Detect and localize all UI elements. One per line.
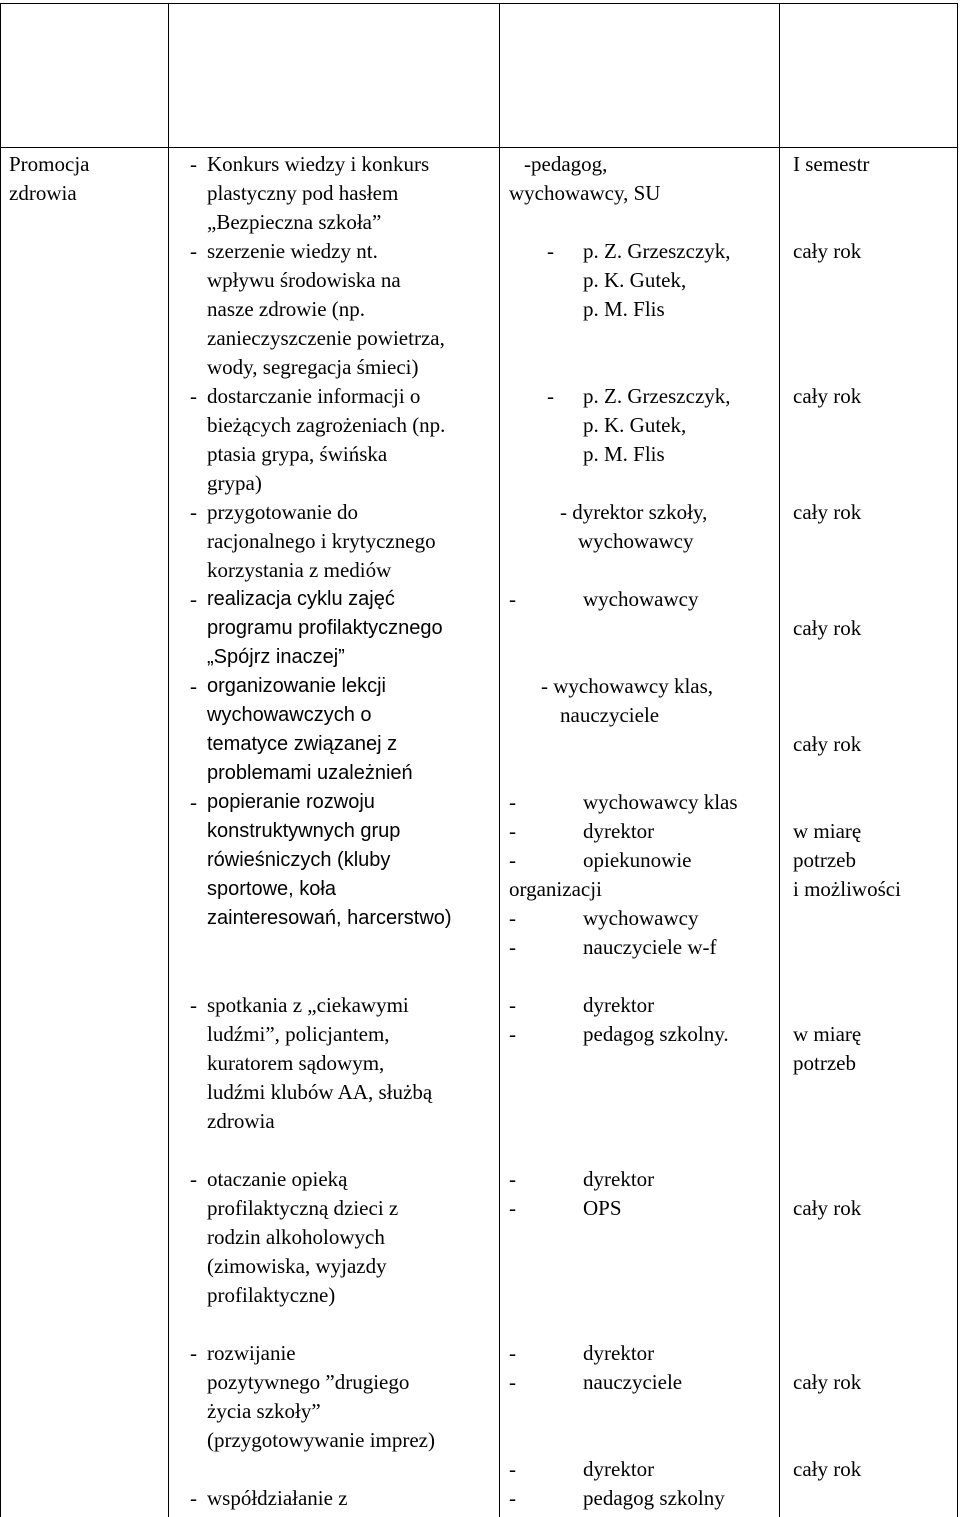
text-line: OPS (583, 1196, 622, 1220)
text-line: spotkania z „ciekawymi (207, 993, 409, 1017)
table-border-col2 (499, 3, 500, 1517)
text-line: ludźmi”, policjantem, (207, 1022, 390, 1046)
deadline-6: cały rok (793, 732, 862, 756)
bullet-dash: - (547, 239, 554, 263)
text-line: wody, segregacja śmieci) (207, 355, 419, 379)
deadline-10: cały rok (793, 1370, 862, 1394)
text-line: popieranie rozwoju (207, 791, 375, 813)
text-line: tematyce związanej z (207, 733, 398, 755)
text-line: wychowawcy (583, 906, 699, 930)
category-label-line1: Promocja (9, 152, 90, 176)
table-border-col1 (168, 3, 169, 1517)
bullet-dash: - (509, 1196, 516, 1220)
deadline-11: cały rok (793, 1457, 862, 1481)
text-line: „Spójrz inaczej” (207, 646, 345, 668)
bullet-dash: - (509, 1457, 516, 1481)
text-line: wychowawcy (578, 529, 694, 553)
bullet-dash: - (509, 906, 516, 930)
bullet-dash: - (190, 993, 197, 1017)
text-line: plastyczny pod hasłem (207, 181, 399, 205)
text-line: „Bezpieczna szkoła” (207, 210, 382, 234)
text-line: zainteresowań, harcerstwo) (207, 907, 452, 929)
text-line: (przygotowywanie imprez) (207, 1428, 435, 1452)
bullet-dash: - (190, 1486, 197, 1510)
text-line: nauczyciele w-f (583, 935, 717, 959)
text-line: pozytywnego ”drugiego (207, 1370, 410, 1394)
bullet-dash: - (190, 500, 197, 524)
text-line: konstruktywnych grup (207, 820, 401, 842)
text-line: grypa) (207, 471, 262, 495)
table-row-divider (0, 147, 958, 148)
text-line: sportowe, koła (207, 878, 336, 900)
table-border-top (0, 3, 958, 4)
text-line: nauczyciele (560, 703, 660, 727)
text-line: p. M. Flis (583, 442, 665, 466)
text-line: otaczanie opieką (207, 1167, 348, 1191)
deadline-1: I semestr (793, 152, 870, 176)
text-line: w miarę (793, 1022, 862, 1046)
bullet-dash: - (509, 1167, 516, 1191)
text-line: nasze zdrowie (np. (207, 297, 366, 321)
text-line: problemami uzależnień (207, 762, 413, 784)
text-line: nauczyciele (583, 1370, 683, 1394)
text-line: wychowawcy, SU (509, 181, 661, 205)
text-line: potrzeb (793, 1051, 856, 1075)
text-line: bieżących zagrożeniach (np. (207, 413, 446, 437)
text-line: p. K. Gutek, (583, 268, 687, 292)
bullet-dash: - (190, 587, 197, 611)
table-border-col3 (779, 3, 780, 1517)
text-line: wpływu środowiska na (207, 268, 401, 292)
text-line: organizacji (509, 877, 602, 901)
text-line: życia szkoły” (207, 1399, 321, 1423)
text-line: i możliwości (793, 877, 901, 901)
text-line: profilaktyczną dzieci z (207, 1196, 399, 1220)
text-line: p. Z. Grzeszczyk, (583, 384, 731, 408)
text-line: wychowawcy (583, 587, 699, 611)
text-line: dyrektor (583, 993, 655, 1017)
text-line: - wychowawcy klas, (541, 674, 714, 698)
text-line: rozwijanie (207, 1341, 296, 1365)
bullet-dash: - (190, 1167, 197, 1191)
text-line: w miarę (793, 819, 862, 843)
text-line: dyrektor (583, 819, 655, 843)
text-line: zanieczyszczenie powietrza, (207, 326, 445, 350)
text-line: p. K. Gutek, (583, 413, 687, 437)
text-line: pedagog szkolny (583, 1486, 725, 1510)
text-line: współdziałanie z (207, 1486, 348, 1510)
bullet-dash: - (509, 1486, 516, 1510)
bullet-dash: - (190, 1341, 197, 1365)
category-label-line2: zdrowia (9, 181, 77, 205)
table-border-left (0, 3, 1, 1517)
bullet-dash: - (509, 935, 516, 959)
text-line: opiekunowie (583, 848, 692, 872)
text-line: potrzeb (793, 848, 856, 872)
text-line: realizacja cyklu zajęć (207, 588, 395, 610)
text-line: p. Z. Grzeszczyk, (583, 239, 731, 263)
bullet-dash: - (509, 819, 516, 843)
bullet-dash: - (190, 384, 197, 408)
text-line: -pedagog, (524, 152, 608, 176)
deadline-4: cały rok (793, 500, 862, 524)
text-line: zdrowia (207, 1109, 275, 1133)
text-line: programu profilaktycznego (207, 617, 443, 639)
bullet-dash: - (190, 239, 197, 263)
bullet-dash: - (547, 384, 554, 408)
text-line: przygotowanie do (207, 500, 359, 524)
bullet-dash: - (509, 993, 516, 1017)
bullet-dash: - (509, 790, 516, 814)
bullet-dash: - (509, 1370, 516, 1394)
text-line: organizowanie lekcji (207, 675, 386, 697)
bullet-dash: - (190, 790, 197, 814)
text-line: korzystania z mediów (207, 558, 392, 582)
text-line: p. M. Flis (583, 297, 665, 321)
deadline-2: cały rok (793, 239, 862, 263)
bullet-dash: - (509, 1341, 516, 1365)
text-line: ludźmi klubów AA, służbą (207, 1080, 433, 1104)
text-line: profilaktyczne) (207, 1283, 336, 1307)
text-line: racjonalnego i krytycznego (207, 529, 436, 553)
text-line: wychowawczych o (207, 704, 372, 726)
text-line: wychowawcy klas (583, 790, 738, 814)
text-line: ptasia grypa, świńska (207, 442, 388, 466)
deadline-3: cały rok (793, 384, 862, 408)
text-line: rówieśniczych (kluby (207, 849, 391, 871)
text-line: dyrektor (583, 1167, 655, 1191)
text-line: pedagog szkolny. (583, 1022, 729, 1046)
deadline-5: cały rok (793, 616, 862, 640)
text-line: dyrektor (583, 1457, 655, 1481)
text-line: szerzenie wiedzy nt. (207, 239, 378, 263)
table-border-right (957, 3, 958, 1517)
text-line: dyrektor (583, 1341, 655, 1365)
deadline-9: cały rok (793, 1196, 862, 1220)
text-line: (zimowiska, wyjazdy (207, 1254, 387, 1278)
text-line: dostarczanie informacji o (207, 384, 421, 408)
bullet-dash: - (509, 1022, 516, 1046)
bullet-dash: - (509, 848, 516, 872)
bullet-dash: - (190, 674, 197, 698)
text-line: Konkurs wiedzy i konkurs (207, 152, 430, 176)
text-line: - dyrektor szkoły, (560, 500, 708, 524)
text-line: kuratorem sądowym, (207, 1051, 385, 1075)
bullet-dash: - (509, 587, 516, 611)
text-line: rodzin alkoholowych (207, 1225, 385, 1249)
bullet-dash: - (190, 152, 197, 176)
